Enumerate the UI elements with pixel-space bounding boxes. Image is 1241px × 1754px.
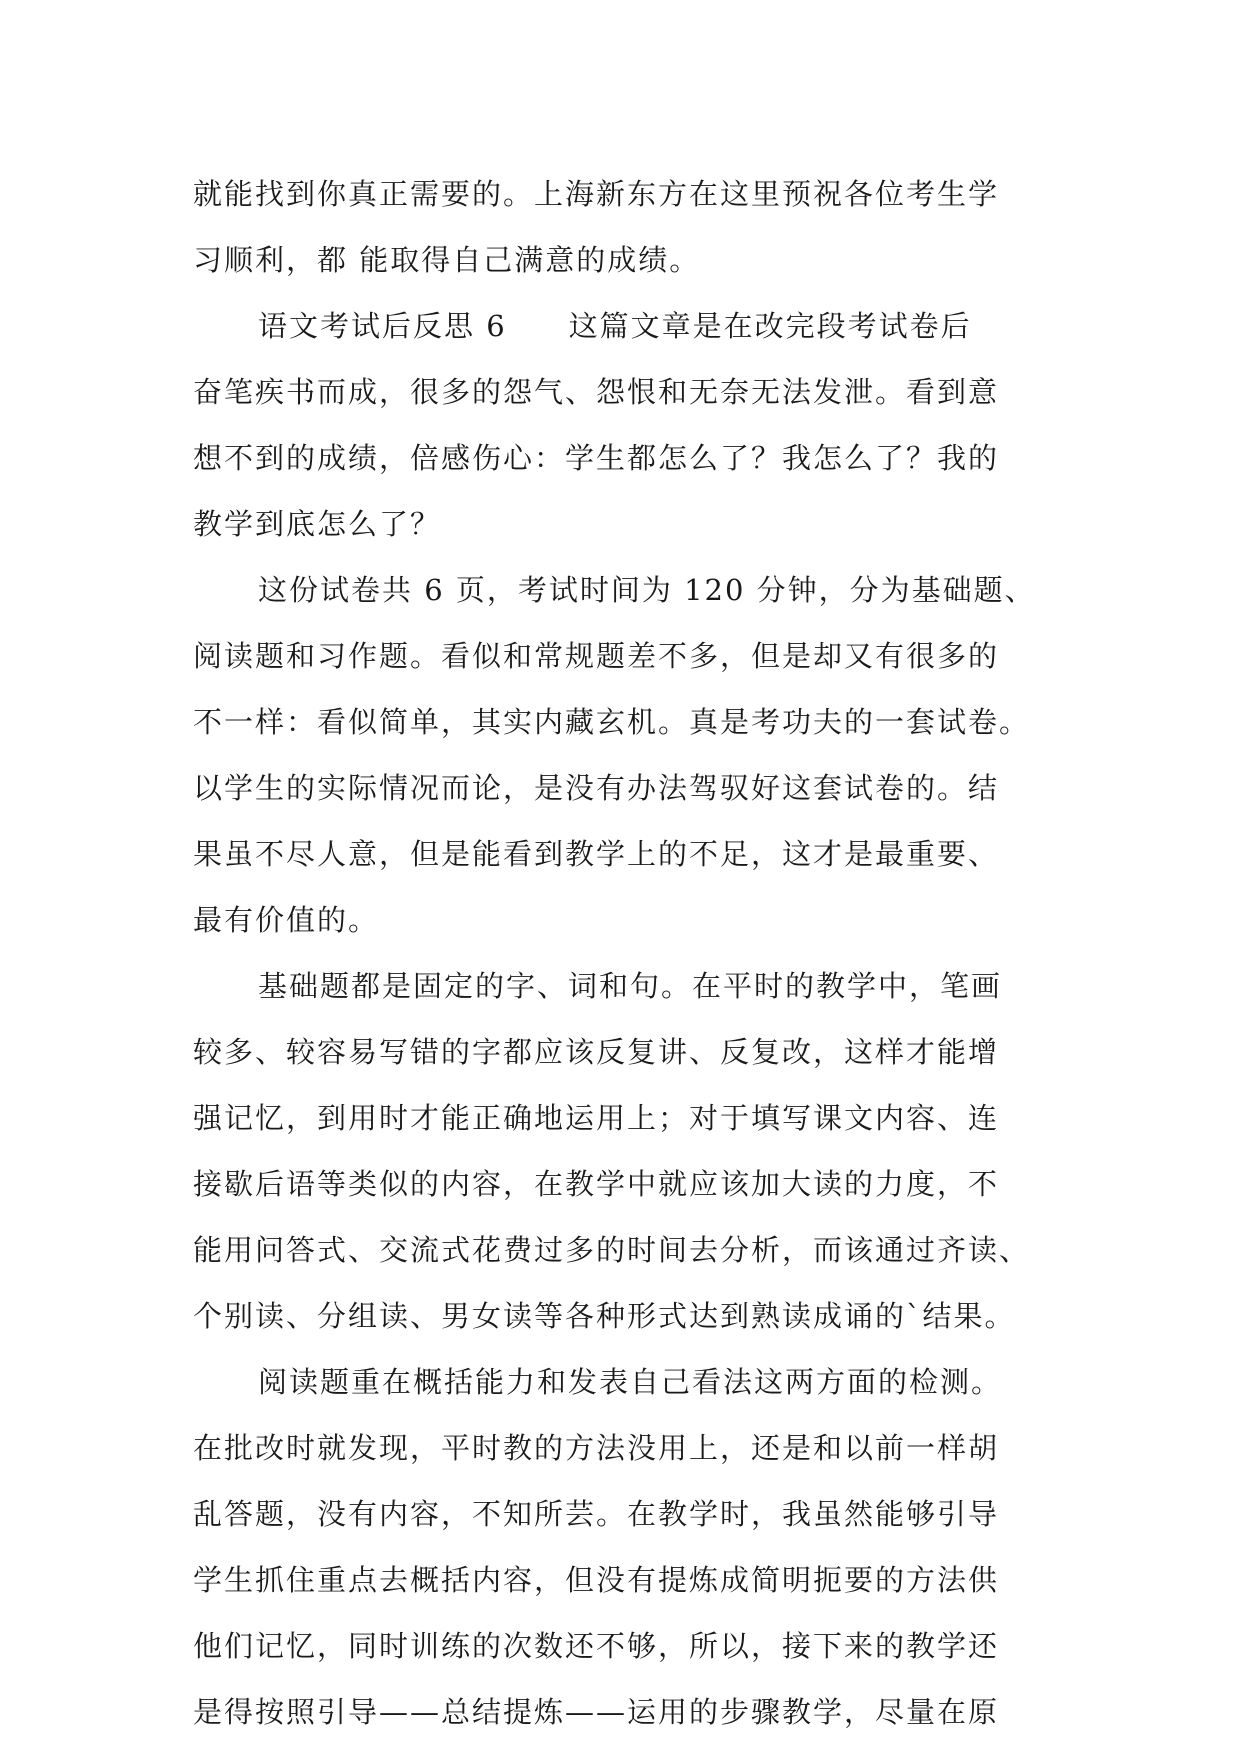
text-line: 强记忆，到用时才能正确地运用上；对于填写课文内容、连 [193,1101,1000,1135]
text-line: 较多、较容易写错的字都应该反复讲、反复改，这样才能增 [193,1035,1000,1069]
text-line: 个别读、分组读、男女读等各种形式达到熟读成诵的`结果。 [193,1299,1016,1333]
text-line: 能用问答式、交流式花费过多的时间去分析，而该通过齐读、 [193,1233,1031,1267]
text-line: 语文考试后反思 6 这篇文章是在改完段考试卷后 [258,309,972,343]
text-line: 不一样：看似简单，其实内藏玄机。真是考功夫的一套试卷。 [193,705,1031,739]
text-line: 想不到的成绩，倍感伤心：学生都怎么了？我怎么了？我的 [193,441,1000,475]
text-line: 基础题都是固定的字、词和句。在平时的教学中，笔画 [258,969,1003,1003]
text-line: 最有价值的。 [193,903,380,937]
text-line: 乱答题，没有内容，不知所芸。在教学时，我虽然能够引导 [193,1497,1000,1531]
text-line: 就能找到你真正需要的。上海新东方在这里预祝各位考生学 [193,177,1000,211]
text-line: 习顺利，都 能取得自己满意的成绩。 [193,243,701,277]
text-line: 教学到底怎么了？ [193,507,442,541]
text-line: 奋笔疾书而成，很多的怨气、怨恨和无奈无法发泄。看到意 [193,375,1000,409]
text-line: 以学生的实际情况而论，是没有办法驾驭好这套试卷的。结 [193,771,1000,805]
text-line: 果虽不尽人意，但是能看到教学上的不足，这才是最重要、 [193,837,1000,871]
text-line: 是得按照引导——总结提炼——运用的步骤教学，尽量在原 [193,1695,1000,1729]
text-line: 接歇后语等类似的内容，在教学中就应该加大读的力度，不 [193,1167,1000,1201]
text-line: 阅读题重在概括能力和发表自己看法这两方面的检测。 [258,1365,1003,1399]
text-line: 他们记忆，同时训练的次数还不够，所以，接下来的教学还 [193,1629,1000,1663]
text-line: 阅读题和习作题。看似和常规题差不多，但是却又有很多的 [193,639,1000,673]
text-line: 学生抓住重点去概括内容，但没有提炼成简明扼要的方法供 [193,1563,1000,1597]
text-line: 在批改时就发现，平时教的方法没用上，还是和以前一样胡 [193,1431,1000,1465]
text-line: 这份试卷共 6 页，考试时间为 120 分钟，分为基础题、 [258,573,1036,607]
